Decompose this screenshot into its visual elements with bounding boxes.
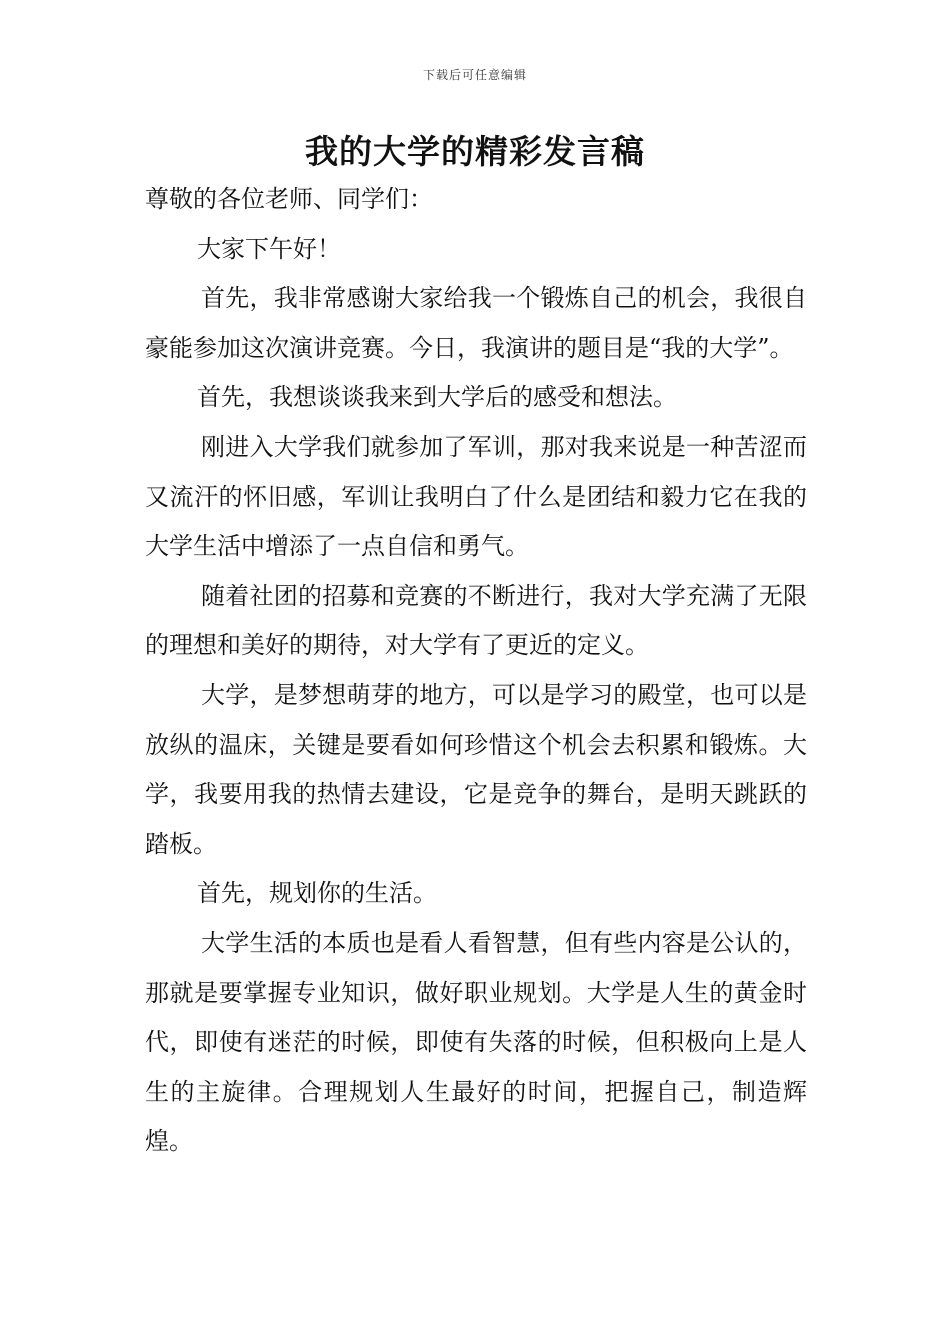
paragraph-greeting: 大家下午好！ [197, 234, 341, 263]
document-title: 我的大学的精彩发言稿 [305, 132, 645, 171]
paragraph-plan-life: 首先，规划你的生活。 [197, 879, 437, 908]
salutation: 尊敬的各位老师、同学们： [145, 185, 433, 213]
header-note: 下载后可任意编辑 [422, 68, 527, 82]
document-body [145, 175, 807, 1167]
paragraph-university-meaning: 大学，是梦想萌芽的地方，可以是学习的殿堂，也可以是放纵的温床，关键是要看如何珍惜这个机会去积累和锻炼。大学，我要用我的热情去建设，它是竞争的舞台，是明天跳跃的踏板。 [145, 680, 807, 858]
paragraph-thanks: 首先，我非常感谢大家给我一个锻炼自己的机会，我很自豪能参加这次演讲竞赛。今日，我演讲的题目是“我的大学”。 [145, 284, 807, 362]
paragraph-feelings-intro: 首先，我想谈谈我来到大学后的感受和想法。 [197, 383, 677, 412]
paragraph-military-training: 刚进入大学我们就参加了军训，那对我来说是一种苦涩而又流汗的怀旧感，军训让我明白了什么是团结和毅力它在我的大学生活中增添了一点自信和勇气。 [145, 432, 807, 561]
paragraph-university-essence: 大学生活的本质也是看人看智慧，但有些内容是公认的，那就是要掌握专业知识，做好职业规划。大学是人生的黄金时代，即使有迷茫的时候，即使有失落的时候，但积极向上是人生的主旋律。合理规划人生最好的时间，把握自己，制造辉煌。 [145, 928, 807, 1156]
paragraph-clubs: 随着社团的招募和竞赛的不断进行，我对大学充满了无限的理想和美好的期待，对大学有了更近的定义。 [145, 581, 807, 660]
